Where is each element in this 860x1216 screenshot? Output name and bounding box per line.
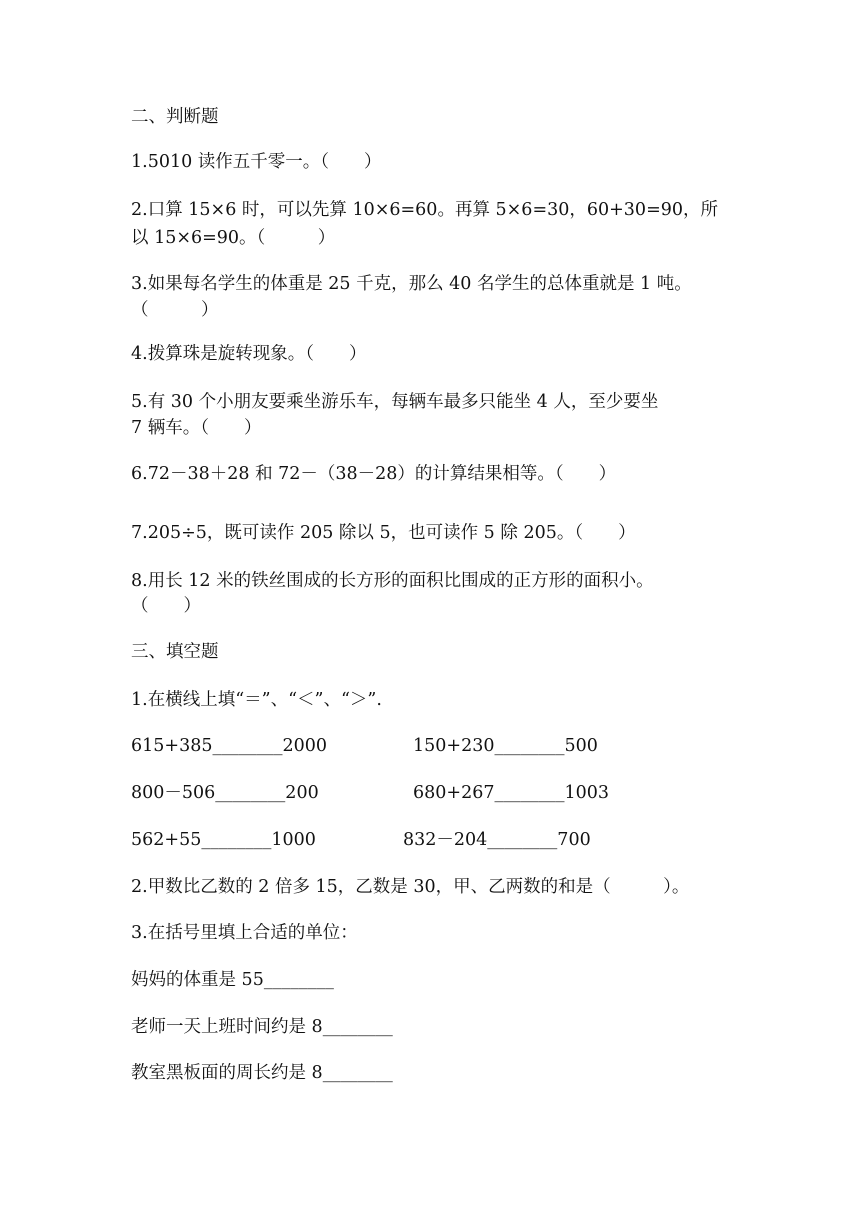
section-heading-judgment: 二、判断题 [131, 107, 219, 127]
fill-item-2: 2.甲数比乙数的 2 倍多 15，乙数是 30，甲、乙两数的和是（ ）。 [131, 877, 690, 897]
comparison-blank: 615+385________2000 [131, 736, 328, 756]
section-heading-fill-blank: 三、填空题 [131, 642, 219, 662]
judgment-item-5-line-1: 5.有 30 个小朋友要乘坐游乐车，每辆车最多只能坐 4 人，至少要坐 [131, 392, 659, 412]
unit-blank-line: 老师一天上班时间约是 8________ [131, 1017, 393, 1037]
judgment-item-3-line-1: 3.如果每名学生的体重是 25 千克，那么 40 名学生的总体重就是 1 吨。 [131, 274, 692, 294]
unit-blank-line: 教室黑板面的周长约是 8________ [131, 1063, 393, 1083]
unit-blank-line: 妈妈的体重是 55________ [131, 970, 334, 990]
judgment-item-3-line-2: （ ） [131, 300, 219, 320]
judgment-item-1: 1.5010 读作五千零一。（ ） [131, 152, 382, 172]
judgment-item-8-line-1: 8.用长 12 米的铁丝围成的长方形的面积比围成的正方形的面积小。 [131, 571, 654, 591]
comparison-blank: 150+230________500 [413, 736, 598, 756]
comparison-blank: 832－204________700 [403, 830, 591, 850]
comparison-blank: 800－506________200 [131, 783, 319, 803]
fill-item-1-prompt: 1.在横线上填“＝”、“＜”、“＞”. [131, 690, 382, 710]
judgment-item-2-line-1: 2.口算 15×6 时，可以先算 10×6=60。再算 5×6=30，60+30=90，所 [131, 200, 719, 220]
judgment-item-2-line-2: 以 15×6=90。（ ） [131, 228, 336, 248]
judgment-item-5-line-2: 7 辆车。（ ） [131, 418, 262, 438]
judgment-item-6: 6.72－38＋28 和 72－（38－28）的计算结果相等。（ ） [131, 464, 617, 484]
fill-item-3-prompt: 3.在括号里填上合适的单位： [131, 923, 358, 943]
judgment-item-7: 7.205÷5，既可读作 205 除以 5，也可读作 5 除 205。（ ） [131, 523, 636, 543]
judgment-item-4: 4.拨算珠是旋转现象。（ ） [131, 344, 367, 364]
comparison-blank: 680+267________1003 [413, 783, 610, 803]
comparison-blank: 562+55________1000 [131, 830, 316, 850]
judgment-item-8-line-2: （ ） [131, 596, 201, 616]
